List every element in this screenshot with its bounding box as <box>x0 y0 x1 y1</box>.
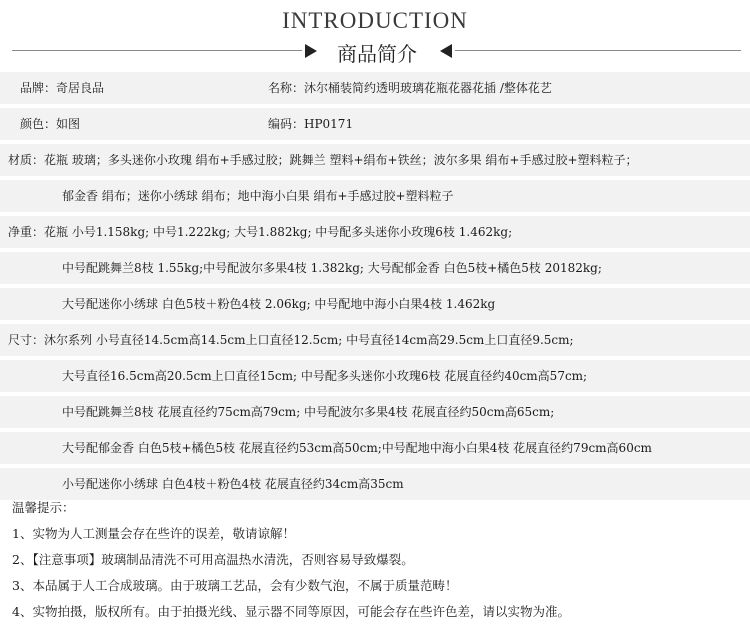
note-item: 2、【注意事项】玻璃制品清洗不可用高温热水清洗，否则容易导致爆裂。 <box>12 552 414 567</box>
spec-row-size-cont-2 <box>0 396 750 428</box>
weight-text-cont: 大号配迷你小绣球 白色5枝＋粉色4枝 2.06kg; 中号配地中海小白果4枝 1.462kg <box>62 297 496 311</box>
spec-row-weight-cont-1 <box>0 252 750 284</box>
intro-title-en: INTRODUCTION <box>282 8 468 33</box>
brand-text: 品牌：奇居良品 <box>20 81 105 95</box>
size-text: 尺寸：沐尔系列 小号直径14.5cm高14.5cm上口直径12.5cm; 中号直径14cm高29.5cm上口直径9.5cm; <box>8 333 574 347</box>
material-text-cont: 郁金香 绢布；迷你小绣球 绢布；地中海小白果 绢布+手感过胶+塑料粒子 <box>62 189 454 203</box>
color-text: 颜色：如图 <box>20 117 81 131</box>
section-header <box>0 38 750 64</box>
size-text-cont: 大号配郁金香 白色5枝+橘色5枝 花展直径约53cm高50cm;中号配地中海小白果4枝 花展直径约79cm高60cm <box>62 441 652 455</box>
spec-row-weight <box>0 216 750 248</box>
arrow-left-icon <box>440 44 452 58</box>
spec-row-color <box>0 108 750 140</box>
note-item: 4、实物拍摄，版权所有。由于拍摄光线、显示器不同等原因，可能会存在些许色差，请以实物为准。 <box>12 604 570 619</box>
product-name-text: 名称：沐尔桶装简约透明玻璃花瓶花器花插 /整体花艺 <box>268 81 552 95</box>
spec-row-size-cont-1 <box>0 360 750 392</box>
arrow-right-icon <box>305 44 317 58</box>
spec-row-material <box>0 144 750 176</box>
note-item: 3、本品属于人工合成玻璃。由于玻璃工艺品，会有少数气泡，不属于质量范畴！ <box>12 578 458 593</box>
size-text-cont: 小号配迷你小绣球 白色4枝＋粉色4枝 花展直径约34cm高35cm <box>62 477 404 491</box>
product-code-text: 编码：HP0171 <box>268 117 354 131</box>
spec-row-size <box>0 324 750 356</box>
weight-text-cont: 中号配跳舞兰8枝 1.55kg;中号配波尔多果4枝 1.382kg; 大号配郁金香 白色5枝+橘色5枝 20182kg; <box>62 261 602 275</box>
size-text-cont: 中号配跳舞兰8枝 花展直径约75cm高79cm; 中号配波尔多果4枝 花展直径约50cm高65cm; <box>62 405 555 419</box>
spec-table <box>0 72 750 504</box>
spec-row-weight-cont-2 <box>0 288 750 320</box>
size-text-cont: 大号直径16.5cm高20.5cm上口直径15cm; 中号配多头迷你小玫瑰6枝 花展直径约40cm高57cm; <box>62 369 588 383</box>
spec-row-size-cont-3 <box>0 432 750 464</box>
material-text: 材质：花瓶 玻璃；多头迷你小玫瑰 绢布+手感过胶；跳舞兰 塑料+绢布+铁丝；波尔多果 绢布+手感过胶+塑料粒子； <box>8 153 638 167</box>
header-divider-right <box>455 50 741 51</box>
spec-row-material-cont <box>0 180 750 212</box>
header-divider-left <box>12 50 302 51</box>
note-item: 1、实物为人工测量会存在些许的误差，敬请谅解！ <box>12 526 295 541</box>
weight-text: 净重：花瓶 小号1.158kg; 中号1.222kg; 大号1.882kg; 中号配多头迷你小玫瑰6枝 1.462kg; <box>8 225 513 239</box>
intro-title-cn: 商品简介 <box>337 42 417 66</box>
notes-heading: 温馨提示： <box>12 500 75 515</box>
spec-row-brand <box>0 72 750 104</box>
notes-section <box>12 496 570 626</box>
